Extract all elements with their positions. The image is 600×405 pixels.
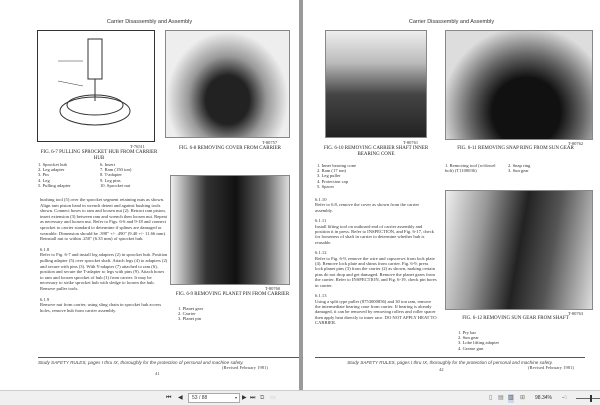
legend-item: 1. Pry bar <box>458 330 476 335</box>
figure-caption: FIG. 6-9 REMOVING PLANET PIN FROM CARRIER <box>175 292 290 297</box>
figure-number: T-80763 <box>568 311 584 316</box>
paragraph: Using a split type puller (8753000856) and 30 ton ram, remove the intermediate bearing cone from carrier. If bearing is already damaged, it can be removed by removing rollers and roller spacer then apply heat directly to inner race. DO NOT APPLY HEAT TO CARRIER. <box>315 298 437 326</box>
figure-number: T-80760 <box>265 286 281 291</box>
paragraph: Refer to Fig. 6-7 and install leg adapters (2) in sprocket hub. Position pulling adapter (5) over sprocket shaft. Attach legs (4) to adapters (2) and secure with pins (3). With Y-adapter (7) attached to ram (6), position and secure the T-adapter to legs with pins (9). Attach hoses to ram and loosen sprocket of hub (1) from carrier. It may be necessary to strike sprocket hub with sledge to loosen the hub. Remove puller tools. <box>40 252 168 291</box>
legend-item: 9. Leg pins <box>100 177 121 183</box>
safety-footer: Study SAFETY RULES, pages I thru IX, thoroughly for the protection of personal and machine safety. <box>38 357 299 365</box>
figure-legend <box>445 163 505 173</box>
section-number: 6.1.8 <box>40 246 50 252</box>
first-page-icon[interactable]: ⏮ <box>166 395 172 401</box>
page-header: Carrier Disassembly and Assembly <box>106 19 193 25</box>
section-number: 6.1.12 <box>315 250 327 256</box>
paragraph: bushing tool (5) over the sprocket segment retaining nuts as shown. Align ram piston head in wrench detent and against bushing tools shown. Connect hoses to ram and loosen nut (2). Retract ram piston, insert extension (3) between ram and wrench then loosen nut. Repeat as necessary and loosen nut. Refer to Figs. 6-6 and 9-18 and connect sprocket to carrier standard to determine if splines are damaged or wearable. Dimension should be .398" +/- .490" (9.40 +/- 11.66 mm). Reinstall nut to within .250" (6.35 mm) of sprocket hub. <box>40 197 167 242</box>
paragraph: Refer to 6.8, remove the cover as shown from the carrier assembly. <box>315 202 420 213</box>
figure-legend <box>100 162 160 188</box>
page-number: 41 <box>155 371 160 376</box>
paste-icon[interactable]: ▭ <box>270 395 276 401</box>
legend-item: 3. Sun gear <box>508 168 529 174</box>
facing-continuous-icon[interactable]: ⊞ <box>520 395 526 401</box>
figure-caption: FIG. 6-8 REMOVING COVER FROM CARRIER <box>179 146 281 151</box>
figure-number: T-80762 <box>568 141 584 146</box>
figure-6-12-photo <box>445 190 593 310</box>
legend-item: 10. Sprocket nut <box>100 182 131 188</box>
body-text <box>315 197 437 331</box>
figure-caption: FIG. 6-10 REMOVING CARRIER SHAFT INNER BEARING CONE <box>323 146 429 157</box>
figure-caption: FIG. 6-12 REMOVING SUN GEAR FROM SHAFT <box>462 316 569 321</box>
paragraph: Remove nut from carrier, using sling chain in sprocket hub access holes, remove hub from carrier assembly. <box>40 302 162 313</box>
legend-item: 4. Protection cap <box>317 178 348 184</box>
right-page <box>303 0 600 390</box>
figure-number: T-80761 <box>403 140 419 145</box>
body-text <box>40 197 168 318</box>
figure-number: T-80757 <box>262 140 278 145</box>
legend-item: 5. Spacer <box>317 183 335 189</box>
figure-legend <box>508 163 530 173</box>
legend-item: 2. Snap ring <box>508 163 531 168</box>
legend-item: 2. Ram (17 ton) <box>317 168 347 174</box>
figure-legend <box>458 330 499 351</box>
figure-legend <box>178 306 203 322</box>
paragraph: Install lifting tool on outboard end of carrier assembly and position it in press. Refer to INSPECTION, and Fig. 6-17, check for looseness of shaft in carrier to determine whether hub is reusable. <box>315 223 434 245</box>
figure-6-9-photo <box>170 175 290 285</box>
paragraph: Refer to Fig. 6-9, remove the wire and capscrews from lock plate (4). Remove lock plate and shims from carrier. Fig. 6-9, press lock planet pins (3) from the carrier (2) as shown, making certain pins do not drop and get damaged. Remove the planet gears from the carrier. Refer to INSPECTION, and Fig. 6-19, check pin bores in carrier. <box>315 255 437 288</box>
legend-item: 6. Insert <box>100 162 116 167</box>
legend-item: 8. T-adapter <box>100 172 122 178</box>
legend-item: 1. Removing tool (w/dowel bolt) (T1100036) <box>445 163 496 174</box>
figure-number: T-76511 <box>130 144 145 149</box>
previous-page-icon[interactable]: ◀ <box>178 395 183 401</box>
zoom-slider[interactable] <box>576 398 600 399</box>
legend-item: 7. Ram (150 ton) <box>100 167 132 173</box>
left-page <box>0 0 299 390</box>
zoom-out-icon[interactable]: -◌ <box>562 395 568 401</box>
legend-item: 2. Leg adapter <box>38 167 65 173</box>
figure-6-10-photo <box>325 30 427 138</box>
figure-caption: FIG. 6-11 REMOVING SNAP RING FROM SUN GEAR <box>457 146 574 151</box>
safety-footer: Study SAFETY RULES, pages I thru IX, thoroughly for the protection of personal and machine safety. <box>315 357 585 365</box>
legend-item: 4. Grease gun <box>458 345 484 351</box>
copy-icon[interactable]: ⧉ <box>260 395 265 401</box>
section-number: 6.1.10 <box>315 197 327 202</box>
section-number: 6.1.9 <box>40 296 50 302</box>
figure-6-8-photo <box>165 30 290 138</box>
figure-legend <box>38 162 98 188</box>
last-page-icon[interactable]: ⏭ <box>250 395 256 401</box>
section-number: 6.1.13 <box>315 293 327 299</box>
legend-item: 3. Leg puller <box>317 173 341 179</box>
legend-item: 1. Sprocket hub <box>38 162 67 167</box>
figure-legend <box>317 163 356 189</box>
section-number: 6.1.11 <box>315 218 327 224</box>
two-page-view-icon[interactable]: ▥ <box>508 395 514 401</box>
page-number: 42 <box>439 367 444 372</box>
zoom-level[interactable]: 98.34% <box>535 395 552 401</box>
zoom-slider-handle[interactable] <box>590 395 592 402</box>
pdf-toolbar <box>0 390 600 405</box>
page-header: Carrier Disassembly and Assembly <box>408 19 495 25</box>
legend-item: 5. Pulling adapter <box>38 182 71 188</box>
page-input-value: 53 / 88 <box>192 395 208 401</box>
single-page-view-icon[interactable]: ▯ <box>489 395 493 401</box>
legend-item: 1. Inner bearing cone <box>317 163 357 168</box>
legend-item: 2. Carrier <box>178 311 196 317</box>
next-page-icon[interactable]: ▶ <box>242 395 247 401</box>
legend-item: 4. Leg <box>38 177 50 183</box>
continuous-view-icon[interactable]: ▤ <box>498 395 504 401</box>
revision-note: (Revised February 1981) <box>222 365 268 370</box>
figure-6-11-photo <box>445 30 593 140</box>
legend-item: 2. Sun gear <box>458 335 479 341</box>
legend-item: 1. Planet gear <box>178 306 204 311</box>
legend-item: 3. Lobe lifting adapter <box>458 340 500 346</box>
page-number-input[interactable] <box>188 393 240 403</box>
legend-item: 3. Planet pin <box>178 316 202 322</box>
legend-item: 3. Pin <box>38 172 49 178</box>
figure-caption: FIG. 6-7 PULLING SPROCKET HUB FROM CARRIER HUB <box>40 150 158 161</box>
revision-note: (Revised February 1981) <box>528 365 574 370</box>
chevron-down-icon[interactable]: ▾ <box>234 395 237 400</box>
figure-6-7-diagram <box>37 30 155 142</box>
